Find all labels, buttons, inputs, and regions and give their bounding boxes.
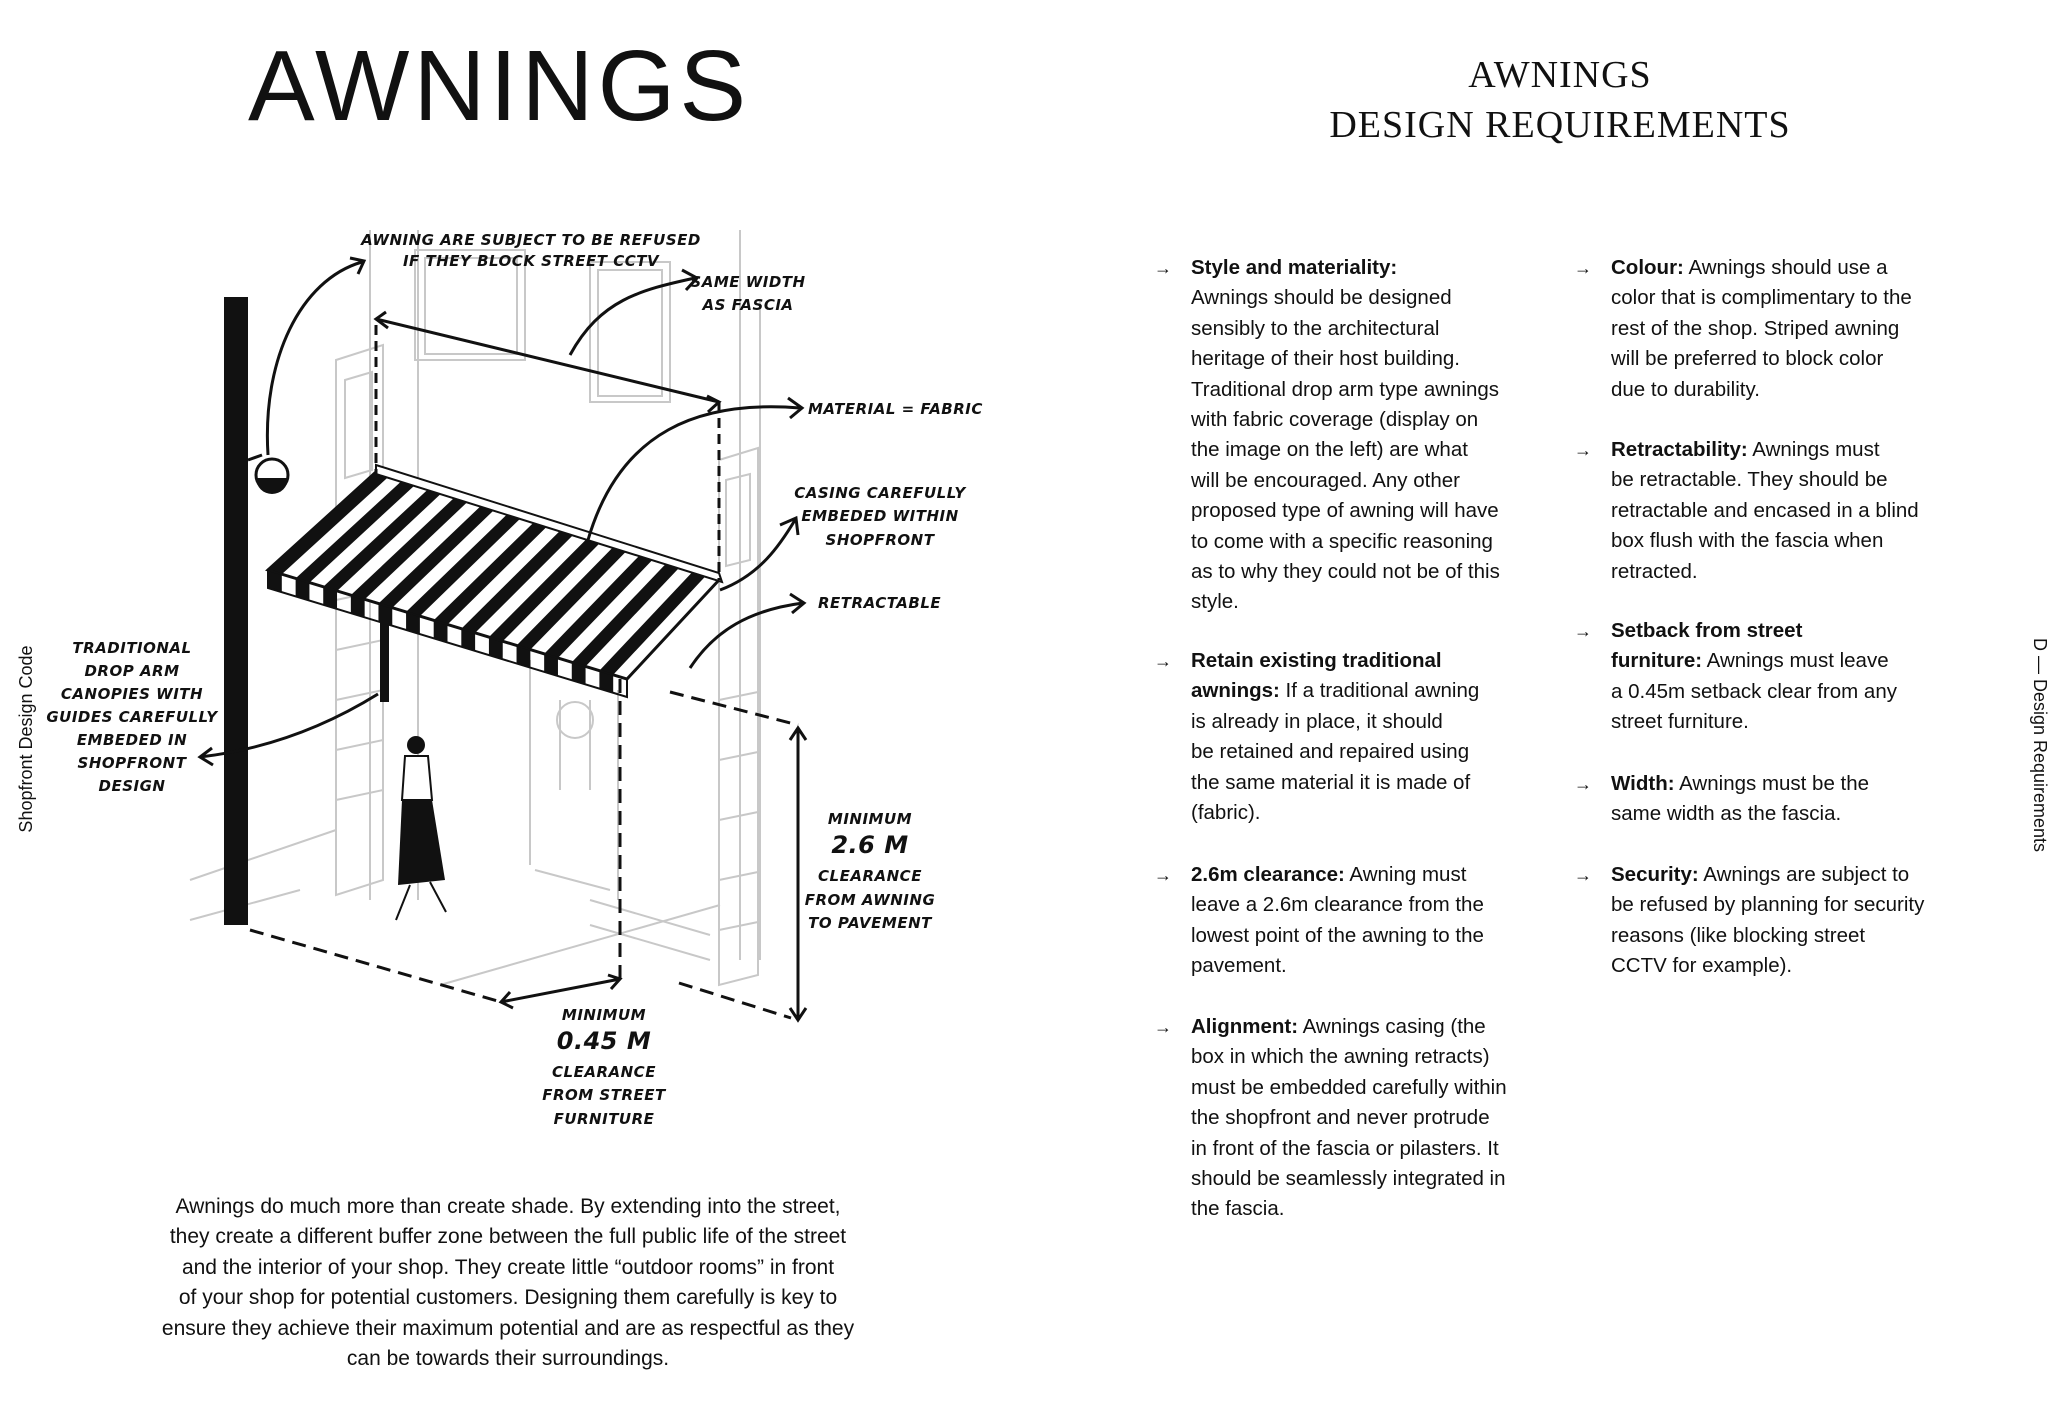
- requirement-line: [1191, 1042, 1591, 1072]
- requirement-line: [1191, 737, 1591, 767]
- label-drop-arm: GUIDES CAREFULLY: [46, 708, 218, 726]
- arrow-right-icon: →: [1154, 865, 1172, 885]
- intro-line: of your shop for potential customers. Designing them carefully is key to: [178, 1286, 838, 1310]
- requirement-line: [1611, 769, 2011, 799]
- label-material: MATERIAL = FABRIC: [808, 400, 983, 418]
- requirement-text: Awnings are subject to: [1698, 863, 1910, 886]
- requirement-line: [1611, 890, 2011, 920]
- requirement-line: [1611, 496, 2011, 526]
- requirement-text: be retractable. They should be: [1611, 468, 1888, 492]
- requirement-line: [1191, 557, 1591, 587]
- label-clearance-height: CLEARANCE: [818, 867, 922, 885]
- requirement-line: [1191, 344, 1591, 374]
- requirement-title: 2.6m clearance:: [1191, 863, 1345, 886]
- requirement-line: [1191, 587, 1591, 617]
- page-title: AWNINGS: [248, 30, 751, 142]
- requirement-text: the shopfront and never protrude: [1191, 1106, 1490, 1130]
- requirement-line: [1611, 799, 2011, 829]
- requirement-text: retracted.: [1611, 559, 1698, 583]
- label-drop-arm: CANOPIES WITH: [60, 685, 204, 703]
- requirement-text: is already in place, it should: [1191, 709, 1443, 733]
- requirement-text: proposed type of awning will have: [1191, 499, 1499, 523]
- requirement-text: Awnings must: [1747, 438, 1880, 461]
- requirement-line: [1611, 344, 2011, 374]
- requirement-text: Awning must: [1344, 863, 1467, 886]
- requirement-text: reasons (like blocking street: [1611, 923, 1866, 947]
- arrow-right-icon: →: [1154, 258, 1172, 278]
- requirement-line: [1611, 707, 2011, 737]
- requirement-text: box flush with the fascia when: [1611, 529, 1884, 553]
- label-casing: SHOPFRONT: [825, 531, 935, 549]
- requirement-text: retractable and encased in a blind: [1611, 498, 1919, 522]
- arrow-right-icon: →: [1574, 774, 1592, 794]
- requirement-text: a 0.45m setback clear from any: [1611, 679, 1897, 703]
- label-casing: EMBEDED WITHIN: [801, 507, 959, 525]
- label-width: AS FASCIA: [702, 296, 794, 314]
- arrow-right-icon: →: [1574, 440, 1592, 460]
- requirement-item: [1154, 646, 1591, 828]
- requirement-text: will be preferred to block color: [1611, 347, 1884, 371]
- intro-paragraph: [118, 1192, 898, 1374]
- requirement-text: sensibly to the architectural: [1191, 316, 1440, 340]
- requirement-line: [1611, 314, 2011, 344]
- label-cctv: AWNING ARE SUBJECT TO BE REFUSED: [361, 231, 701, 249]
- requirement-text: to come with a specific reasoning: [1191, 529, 1493, 553]
- intro-line: they create a different buffer zone between the full public life of the street: [169, 1225, 847, 1249]
- requirement-line: [1191, 283, 1591, 313]
- requirement-line: [1611, 557, 2011, 587]
- requirement-text: rest of the shop. Striped awning: [1611, 316, 1900, 340]
- requirement-line: [1191, 676, 1591, 706]
- requirement-title: awnings:: [1191, 679, 1280, 703]
- requirement-line: [1191, 435, 1591, 465]
- intro-line: Awnings do much more than create shade. By extending into the street,: [175, 1195, 841, 1218]
- requirement-title: Style and materiality:: [1191, 256, 1398, 279]
- requirement-line: [1191, 1194, 1591, 1224]
- requirement-title: Retractability:: [1611, 438, 1748, 461]
- requirement-line: [1611, 465, 2011, 495]
- requirement-text: Awnings must leave: [1702, 649, 1889, 673]
- requirement-item: [1574, 769, 2011, 830]
- requirement-line: [1611, 951, 2011, 981]
- requirement-text: due to durability.: [1611, 377, 1760, 401]
- side-label-right: D — Design Requirements: [2030, 637, 2050, 853]
- intro-line: ensure they achieve their maximum potential and are as respectful as they: [161, 1316, 855, 1340]
- requirement-line: [1611, 283, 2011, 313]
- requirement-title: Retain existing traditional: [1191, 649, 1442, 672]
- requirement-line: [1191, 1012, 1591, 1042]
- requirement-line: [1191, 314, 1591, 344]
- requirement-item: [1574, 616, 2011, 738]
- requirement-title: Alignment:: [1191, 1015, 1299, 1038]
- label-clearance-height: MINIMUM: [827, 810, 913, 828]
- label-width: SAME WIDTH: [690, 273, 806, 291]
- lamp-post: [224, 297, 248, 925]
- requirement-line: [1191, 1164, 1591, 1194]
- requirement-line: [1191, 253, 1591, 283]
- requirement-text: must be embedded carefully within: [1191, 1075, 1507, 1099]
- requirement-line: [1191, 860, 1591, 890]
- requirement-title: Colour:: [1611, 256, 1684, 279]
- label-drop-arm: DESIGN: [98, 777, 166, 795]
- awning-illustration: [0, 0, 1050, 1180]
- intro-line: and the interior of your shop. They create little “outdoor rooms” in front: [181, 1255, 835, 1279]
- requirement-text: Awnings should be designed: [1191, 286, 1452, 310]
- requirement-item: [1154, 860, 1591, 982]
- requirement-text: same width as the fascia.: [1611, 802, 1842, 826]
- requirements-title-line: AWNINGS: [1468, 54, 1652, 96]
- requirement-text: CCTV for example).: [1611, 954, 1793, 978]
- woman-figure: [396, 736, 446, 920]
- label-casing: CASING CAREFULLY: [794, 484, 966, 502]
- requirement-text: lowest point of the awning to the: [1191, 923, 1484, 947]
- intro-line: can be towards their surroundings.: [346, 1347, 670, 1371]
- requirement-line: [1611, 616, 2011, 646]
- requirement-text: leave a 2.6m clearance from the: [1191, 893, 1484, 917]
- requirement-line: [1191, 405, 1591, 435]
- requirement-text: the same material it is made of: [1191, 770, 1471, 794]
- requirement-text: Awnings must be the: [1674, 772, 1870, 795]
- arrow-right-icon: →: [1574, 621, 1592, 641]
- label-clearance-height: TO PAVEMENT: [808, 914, 932, 932]
- label-clearance-street: MINIMUM: [561, 1006, 647, 1024]
- arrow-right-icon: →: [1154, 651, 1172, 671]
- label-drop-arm: EMBEDED IN: [76, 731, 188, 749]
- requirement-text: Traditional drop arm type awnings: [1191, 377, 1500, 401]
- requirement-text: box in which the awning retracts): [1191, 1045, 1490, 1069]
- requirement-title: Setback from street: [1611, 619, 1803, 642]
- requirement-line: [1191, 890, 1591, 920]
- requirement-item: [1574, 860, 2011, 982]
- requirement-text: with fabric coverage (display on: [1191, 408, 1479, 432]
- requirement-text: Awnings should use a: [1683, 256, 1888, 279]
- requirement-text: style.: [1191, 590, 1239, 614]
- requirement-line: [1611, 860, 2011, 890]
- requirement-line: [1611, 677, 2011, 707]
- requirement-line: [1191, 951, 1591, 981]
- label-clearance-street: CLEARANCE: [552, 1063, 656, 1081]
- drop-arm: [380, 612, 389, 702]
- requirement-line: [1191, 921, 1591, 951]
- requirement-text: the image on the left) are what: [1191, 438, 1468, 462]
- requirement-line: [1191, 646, 1591, 676]
- requirement-title: furniture:: [1611, 649, 1703, 673]
- label-cctv: IF THEY BLOCK STREET CCTV: [402, 252, 660, 270]
- requirement-line: [1611, 435, 2011, 465]
- requirement-text: Awnings casing (the: [1298, 1015, 1486, 1038]
- label-clearance-height-value: 2.6 M: [831, 831, 909, 859]
- requirement-text: be refused by planning for security: [1611, 893, 1925, 917]
- arrow-right-icon: →: [1154, 1017, 1172, 1037]
- requirement-text: as to why they could not be of this: [1191, 560, 1500, 584]
- label-retractable: RETRACTABLE: [818, 594, 942, 612]
- requirement-title: Width:: [1611, 772, 1675, 795]
- requirement-line: [1611, 253, 2011, 283]
- requirement-line: [1191, 798, 1591, 828]
- requirement-text: in front of the fascia or pilasters. It: [1191, 1136, 1499, 1160]
- label-clearance-height: FROM AWNING: [804, 891, 936, 909]
- requirement-text: If a traditional awning: [1279, 679, 1480, 703]
- requirement-line: [1191, 466, 1591, 496]
- requirement-text: (fabric).: [1191, 801, 1261, 825]
- requirement-line: [1191, 496, 1591, 526]
- requirement-line: [1191, 1103, 1591, 1133]
- requirement-text: pavement.: [1191, 954, 1287, 978]
- requirement-line: [1191, 527, 1591, 557]
- requirement-line: [1611, 921, 2011, 951]
- arrow-right-icon: →: [1574, 865, 1592, 885]
- requirement-item: [1154, 1012, 1591, 1225]
- label-drop-arm: DROP ARM: [84, 662, 180, 680]
- requirement-line: [1191, 1073, 1591, 1103]
- requirement-text: heritage of their host building.: [1191, 347, 1460, 371]
- label-clearance-street: FURNITURE: [553, 1110, 655, 1128]
- requirement-text: the fascia.: [1191, 1197, 1285, 1221]
- requirement-text: be retained and repaired using: [1191, 740, 1470, 764]
- requirement-text: should be seamlessly integrated in: [1191, 1167, 1506, 1191]
- requirement-line: [1611, 375, 2011, 405]
- requirements-title: [1260, 50, 1860, 150]
- requirement-line: [1191, 707, 1591, 737]
- label-drop-arm: TRADITIONAL: [72, 639, 192, 657]
- illustration-labels: [46, 231, 983, 1128]
- side-label-left: Shopfront Design Code: [16, 645, 36, 833]
- requirement-item: [1574, 253, 2011, 405]
- arrow-right-icon: →: [1574, 258, 1592, 278]
- label-clearance-street: FROM STREET: [542, 1086, 666, 1104]
- requirement-item: [1154, 253, 1591, 618]
- requirement-line: [1611, 646, 2011, 676]
- requirement-line: [1191, 768, 1591, 798]
- cctv-camera-icon: [248, 455, 288, 494]
- requirement-title: Security:: [1611, 863, 1699, 886]
- label-clearance-street-value: 0.45 M: [556, 1027, 652, 1055]
- label-drop-arm: SHOPFRONT: [77, 754, 187, 772]
- requirement-text: color that is complimentary to the: [1611, 286, 1912, 310]
- requirement-line: [1611, 526, 2011, 556]
- requirement-line: [1191, 375, 1591, 405]
- requirement-text: street furniture.: [1611, 710, 1749, 734]
- requirements-title-line: DESIGN REQUIREMENTS: [1329, 104, 1791, 146]
- requirement-line: [1191, 1134, 1591, 1164]
- requirement-text: will be encouraged. Any other: [1191, 468, 1460, 492]
- requirement-item: [1574, 435, 2011, 587]
